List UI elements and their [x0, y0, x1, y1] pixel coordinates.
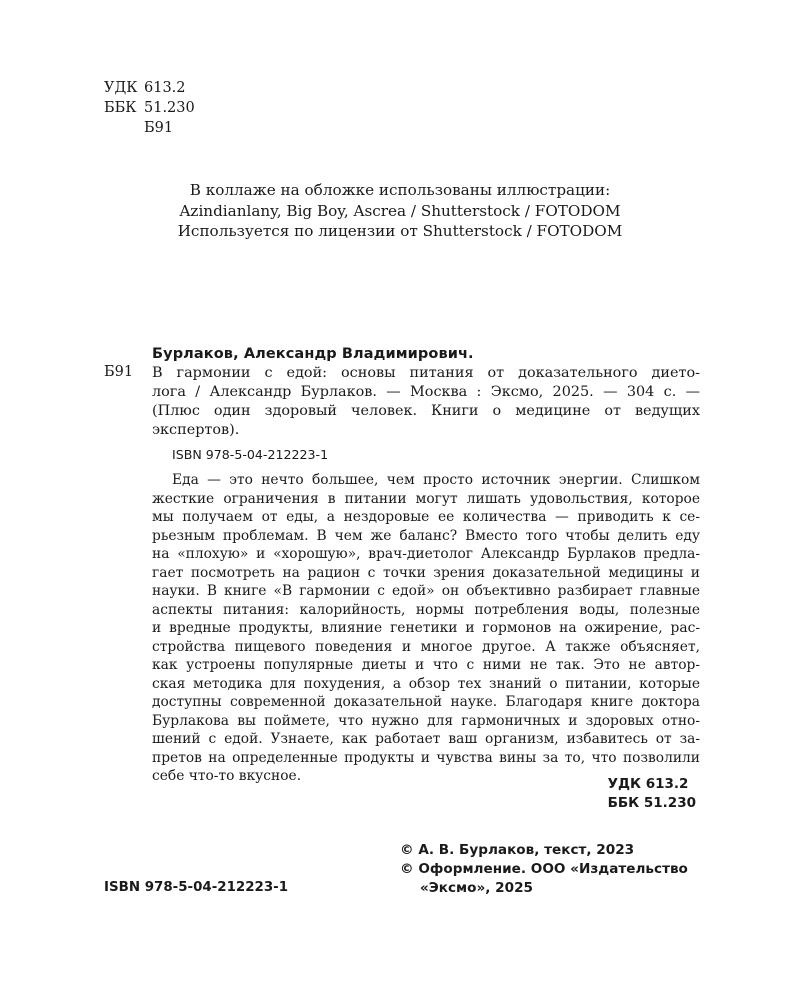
udk-row	[104, 78, 195, 98]
annotation-line: претов на определенные продукты и чувства вины за то, что позволили	[152, 749, 700, 766]
classification-block	[104, 78, 195, 138]
cover-credit-line: Azindianlany, Big Boy, Ascrea / Shutterstock / FOTODOM	[179, 201, 621, 220]
annotation-line: и вредные продукты, влияние генетики и гормонов на ожирение, рас-	[152, 620, 700, 636]
cover-credits	[0, 180, 800, 242]
isbn-record: ISBN 978-5-04-212223-1	[172, 447, 329, 462]
annotation-line: гает посмотреть на рацион с точки зрения доказательной медицины и	[152, 564, 700, 581]
bbk-value: 51.230	[144, 100, 195, 116]
annotation-line: Бурлакова вы поймете, что нужно для гармоничных и здоровых отно-	[152, 712, 700, 729]
footer-classification	[608, 775, 696, 813]
description-line: (Плюс один здоровый человек. Книги о медицине от ведущих	[152, 403, 700, 419]
annotation-line: как устроены популярные диеты и что с ними не так. Это не автор-	[152, 657, 700, 673]
annotation-line: на «плохую» и «хорошую», врач-диетолог Александр Бурлаков предла-	[152, 546, 700, 562]
bibliographic-code: Б91	[104, 364, 134, 380]
bbk-label: ББК	[104, 100, 137, 116]
bbk-row	[104, 98, 195, 118]
annotation-line: науки. В книге «В гармонии с едой» он объективно разбирает главные	[152, 583, 700, 599]
copyright-block	[400, 841, 688, 898]
annotation-line: себе что-то вкусное.	[152, 768, 302, 784]
annotation-line: аспекты питания: калорийность, нормы потребления воды, полезные	[152, 601, 700, 618]
author-heading: Бурлаков, Александр Владимирович.	[152, 346, 474, 362]
description-line: лога / Александр Бурлаков. — Москва : Эксмо, 2025. — 304 с. —	[152, 384, 700, 400]
copyright-design: © Оформление. ООО «Издательство	[400, 861, 688, 877]
description-line: В гармонии с едой: основы питания от доказательного дието-	[152, 365, 700, 381]
description-line: экспертов).	[152, 422, 240, 438]
footer-udk: УДК 613.2	[607, 776, 689, 792]
annotation-line: доступны современной доказательной науке. Благодаря книге доктора	[152, 694, 700, 710]
footer-bbk: ББК 51.230	[607, 795, 696, 811]
annotation-line: шений с едой. Узнаете, как работает ваш организм, избавитесь от за-	[152, 731, 700, 747]
cover-credit-line: Используется по лицензии от Shutterstock / FOTODOM	[177, 222, 623, 240]
isbn-bottom: ISBN 978-5-04-212223-1	[104, 880, 289, 895]
annotation-line: мы получаем от еды, а нездоровые ее количества — приводить к се-	[152, 509, 700, 525]
annotation-line: ская методика для похудения, а обзор тех знаний о питании, которые	[152, 675, 700, 692]
author-code: Б91	[144, 120, 174, 136]
annotation-line: жесткие ограничения в питании могут лишать удовольствия, которое	[152, 490, 700, 507]
annotation-line: Еда — это нечто большее, чем просто источник энергии. Слишком	[172, 472, 700, 488]
udk-value: 613.2	[144, 80, 186, 96]
copyright-design-cont: «Эксмо», 2025	[420, 880, 534, 896]
annotation-line: рьезным проблемам. В чем же баланс? Вместо того чтобы делить еду	[152, 527, 700, 544]
copyright-text: © А. В. Бурлаков, текст, 2023	[400, 842, 635, 858]
cover-credit-line: В коллаже на обложке использованы иллюстрации:	[189, 181, 611, 199]
annotation-line: стройства пищевого поведения и многое другое. А также объясняет,	[152, 638, 700, 655]
udk-label: УДК	[104, 80, 138, 96]
